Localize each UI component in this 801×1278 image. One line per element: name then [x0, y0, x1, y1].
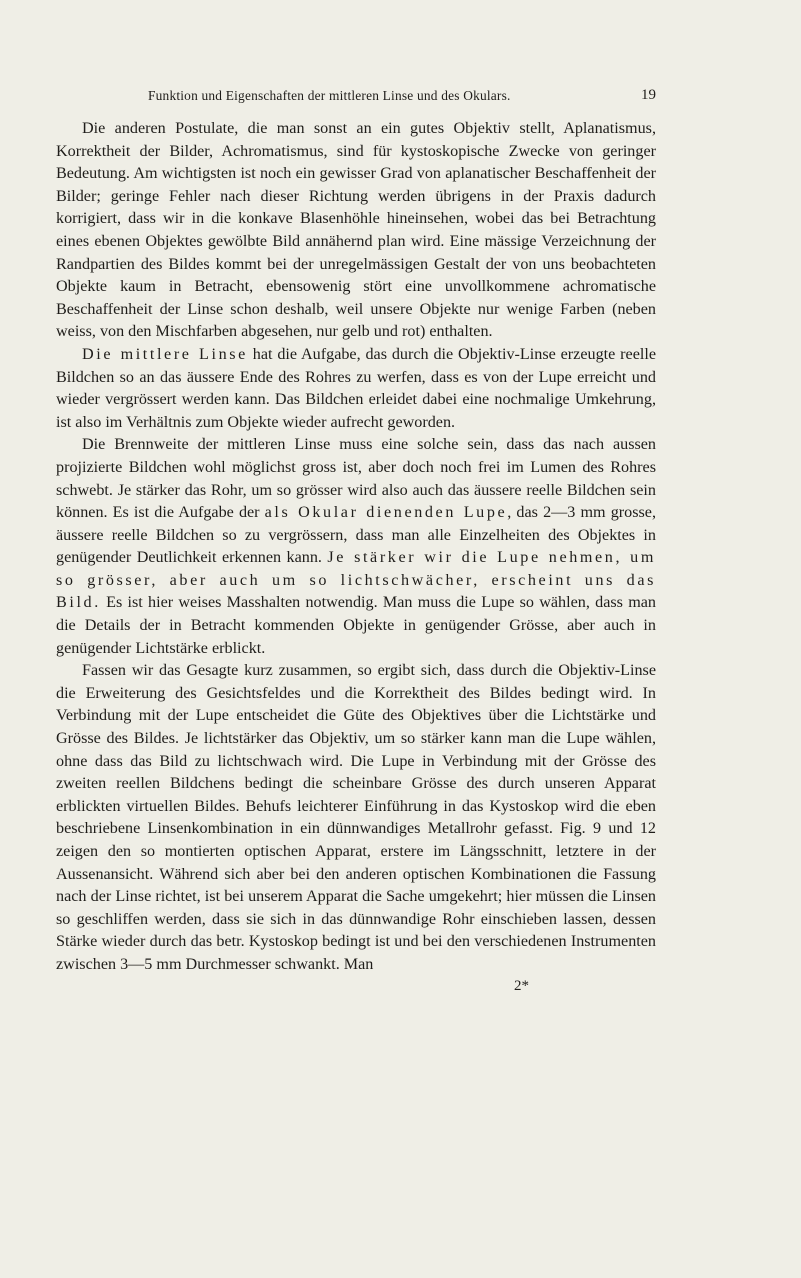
body-text	[56, 118, 656, 977]
emphasis-mittlere-linse: Die mittlere Linse	[82, 345, 248, 363]
emphasis-lupe-rule: Je stärker wir die Lupe nehmen, um so grösser, aber auch um so lichtschwächer, erscheint uns das Bild.	[56, 549, 656, 612]
running-title: Funktion und Eigenschaften der mittleren Linse und des Okulars.	[148, 88, 511, 103]
emphasis-okular-lupe: als Okular dienenden Lupe	[264, 504, 508, 522]
paragraph-3-text-b: , das 2—3 mm grosse, äussere reelle Bildchen so zu vergrössern, dass man alle Einzelheiten des Objektes in genügender Deutlichkeit erkennen kann.	[56, 504, 656, 567]
paragraph-3	[56, 434, 656, 660]
paragraph-1: Die anderen Postulate, die man sonst an ein gutes Objektiv stellt, Aplanatismus, Korrektheit der Bilder, Achromatismus, sind für kystoskopische Zwecke von geringer Bedeutung. Am wichtigsten ist noch ein gewisser Grad von aplanatischer Beschaffenheit der Bilder; geringe Fehler nach dieser Richtung werden übrigens in der Praxis dadurch korrigiert, dass wir in die konkave Blasenhöhle hineinsehen, wobei das bei Betrachtung eines ebenen Objektes gewölbte Bild annähernd plan wird. Eine mässige Verzeichnung der Randpartien des Bildes kommt bei der unregelmässigen Gestalt der von uns beobachteten Objekte kaum in Betracht, ebensowenig stört eine unvollkommene achromatische Beschaffenheit der Linse schon deshalb, weil unsere Objekte nur wenige Farben (neben weiss, von den Mischfarben abgesehen, nur gelb und rot) enthalten.	[56, 120, 656, 341]
signature-mark: 2*	[514, 978, 529, 994]
paragraph-4: Fassen wir das Gesagte kurz zusammen, so ergibt sich, dass durch die Objektiv-Linse die Erweiterung des Gesichtsfeldes und die Korrektheit des Bildes bedingt wird. In Verbindung mit der Lupe entscheidet die Güte des Objektives über die Lichtstärke und Grösse des Bildes. Je lichtstärker das Objektiv, um so stärker kann man die Lupe wählen, ohne dass das Bild zu lichtschwach wird. Die Lupe in Verbindung mit der Grösse des zweiten reellen Bildchens bedingt die scheinbare Grösse des durch unseren Apparat erblickten virtuellen Bildes. Behufs leichterer Einführung in das Kystoskop wird die eben beschriebene Linsenkombination in ein dünnwandiges Metallrohr gefasst. Fig. 9 und 12 zeigen den so montierten optischen Apparat, erstere im Längsschnitt, letztere in der Aussenansicht. Während sich aber bei den anderen optischen Kombinationen die Fassung nach der Linse richtet, ist bei unserem Apparat die Sache umgekehrt; hier müssen die Linsen so geschliffen werden, dass sie sich in das dünnwandige Rohr einschieben lassen, dessen Stärke wieder durch das betr. Kystoskop bedingt ist und bei den verschiedenen Instrumenten zwischen 3—5 mm Durchmesser schwankt. Man	[56, 662, 656, 973]
paragraph-2	[56, 344, 656, 434]
page-number: 19	[641, 87, 656, 103]
paragraph-3-text-a: Die Brennweite der mittleren Linse muss eine solche sein, dass das nach aussen projizierte Bildchen wohl möglichst gross ist, aber doch noch frei im Lumen des Rohres schwebt. Je stärker das Rohr, um so grösser wird also auch das äussere reelle Bildchen sein können. Es ist die Aufgabe der	[56, 436, 656, 522]
paragraph-3-text-c: Es ist hier weises Masshalten notwendig. Man muss die Lupe so wählen, dass man die Details der in Betracht kommenden Objekte in genügender Grösse, aber auch in genügender Lichtstärke erblickt.	[56, 594, 656, 657]
paragraph-2-text: hat die Aufgabe, das durch die Objektiv-Linse erzeugte reelle Bildchen so an das äussere Ende des Rohres zu werfen, dass es von der Lupe erreicht und wieder vergrössert werden kann. Das Bildchen erleidet dabei eine nochmalige Umkehrung, ist also im Verhältnis zum Objekte wieder aufrecht geworden.	[56, 345, 656, 431]
